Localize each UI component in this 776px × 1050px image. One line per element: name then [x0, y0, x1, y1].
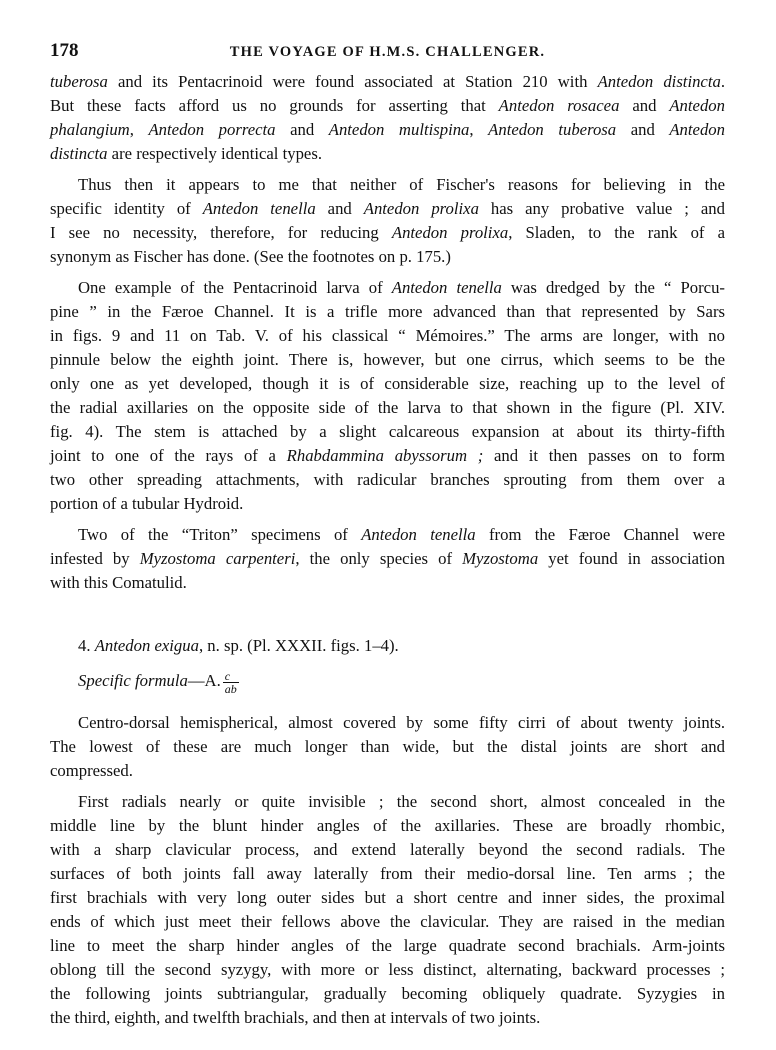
formula-label: Specific formula [78, 671, 188, 690]
text-line: pine ” in the Færoe Channel. It is a trifle more advanced than that represented by Sars [50, 302, 725, 321]
running-header [50, 40, 725, 70]
text-line: pinnule below the eighth joint. There is, however, but one cirrus, which seems to be the [50, 350, 725, 369]
text-line: the radial axillaries on the opposite side of the larva to that shown in the figure (Pl. XIV. [50, 398, 725, 417]
text-line: joint to one of the rays of a Rhabdammina abyssorum ; and it then passes on to form [50, 446, 725, 465]
text-line: Centro-dorsal hemispherical, almost covered by some fifty cirri of about twenty joints. [78, 713, 725, 732]
text-line: distincta are respectively identical types. [50, 144, 323, 163]
text-line: I see no necessity, therefore, for reducing Antedon prolixa, Sladen, to the rank of a [50, 223, 726, 242]
text-line: with this Comatulid. [50, 573, 187, 592]
text-line: The lowest of these are much longer than wide, but the distal joints are short and [50, 737, 725, 756]
running-title: THE VOYAGE OF H.M.S. CHALLENGER. [229, 44, 546, 60]
text-line: phalangium, Antedon porrecta and Antedon multispina, Antedon tuberosa and Antedon [50, 120, 725, 139]
paragraph-centro-dorsal [50, 711, 725, 783]
page-number: 178 [50, 40, 79, 61]
text-line: first brachials with very long outer sides but a short centre and inner sides, the proximal [50, 888, 725, 907]
paragraph-pentacrinoid-larva [50, 276, 725, 516]
paragraph-first-radials [50, 790, 725, 1030]
text-line: Thus then it appears to me that neither of Fischer's reasons for believing in the [78, 175, 725, 194]
text-line: in figs. 9 and 11 on Tab. V. of his classical “ Mémoires.” The arms are longer, with no [50, 326, 725, 345]
formula-dash: —A. [187, 671, 221, 690]
paragraph-triton-specimens [50, 523, 725, 595]
text-line: oblong till the second syzygy, with more or less distinct, alternating, backward processes ; [50, 960, 725, 979]
text-line: the following joints subtriangular, gradually becoming obliquely quadrate. Syzygies in [50, 984, 725, 1003]
section-heading: 4. Antedon exigua, n. sp. (Pl. XXXII. figs. 1–4). [78, 636, 399, 655]
paragraph-fischer-reasons [50, 173, 725, 269]
text-line: Two of the “Triton” specimens of Antedon tenella from the Færoe Channel were [78, 525, 726, 544]
text-line: portion of a tubular Hydroid. [50, 494, 244, 513]
paragraph-continuation [50, 70, 725, 166]
text-line: the third, eighth, and twelfth brachials, and then at intervals of two joints. [50, 1008, 541, 1027]
text-line: compressed. [50, 761, 133, 780]
text-line: synonym as Fischer has done. (See the footnotes on p. 175.) [50, 247, 451, 266]
text-line: One example of the Pentacrinoid larva of Antedon tenella was dredged by the “ Porcu- [78, 278, 725, 297]
text-line: only one as yet developed, though it is of considerable size, reaching up to the level of [50, 374, 725, 393]
text-line: middle line by the blunt hinder angles of the axillaries. These are broadly rhombic, [50, 816, 725, 835]
text-line: specific identity of Antedon tenella and Antedon prolixa has any probative value ; and [50, 199, 725, 218]
text-line: surfaces of both joints fall away laterally from their medio-dorsal line. Ten arms ; the [50, 864, 725, 883]
text-line: line to meet the sharp hinder angles of the large quadrate second brachials. Arm-joints [50, 936, 725, 955]
text-line: But these facts afford us no grounds for asserting that Antedon rosacea and Antedon [50, 96, 725, 115]
formula-denominator: ab [224, 681, 237, 696]
text-line: tuberosa and its Pentacrinoid were found associated at Station 210 with Antedon distincta. [50, 72, 725, 91]
text-line: First radials nearly or quite invisible ; the second short, almost concealed in the [78, 792, 725, 811]
formula-fraction [223, 670, 239, 695]
specific-formula [50, 661, 725, 697]
text-line: infested by Myzostoma carpenteri, the only species of Myzostoma yet found in association [50, 549, 726, 568]
text-line: with a sharp clavicular process, and extend laterally beyond the second radials. The [50, 840, 725, 859]
formula-numerator: c [223, 670, 239, 683]
text-line: ends of which just meet their fellows above the clavicular. They are raised in the median [50, 912, 725, 931]
text-line: fig. 4). The stem is attached by a slight calcareous expansion at about its thirty-fifth [50, 422, 725, 441]
text-line: two other spreading attachments, with radicular branches sprouting from them over a [50, 470, 725, 489]
